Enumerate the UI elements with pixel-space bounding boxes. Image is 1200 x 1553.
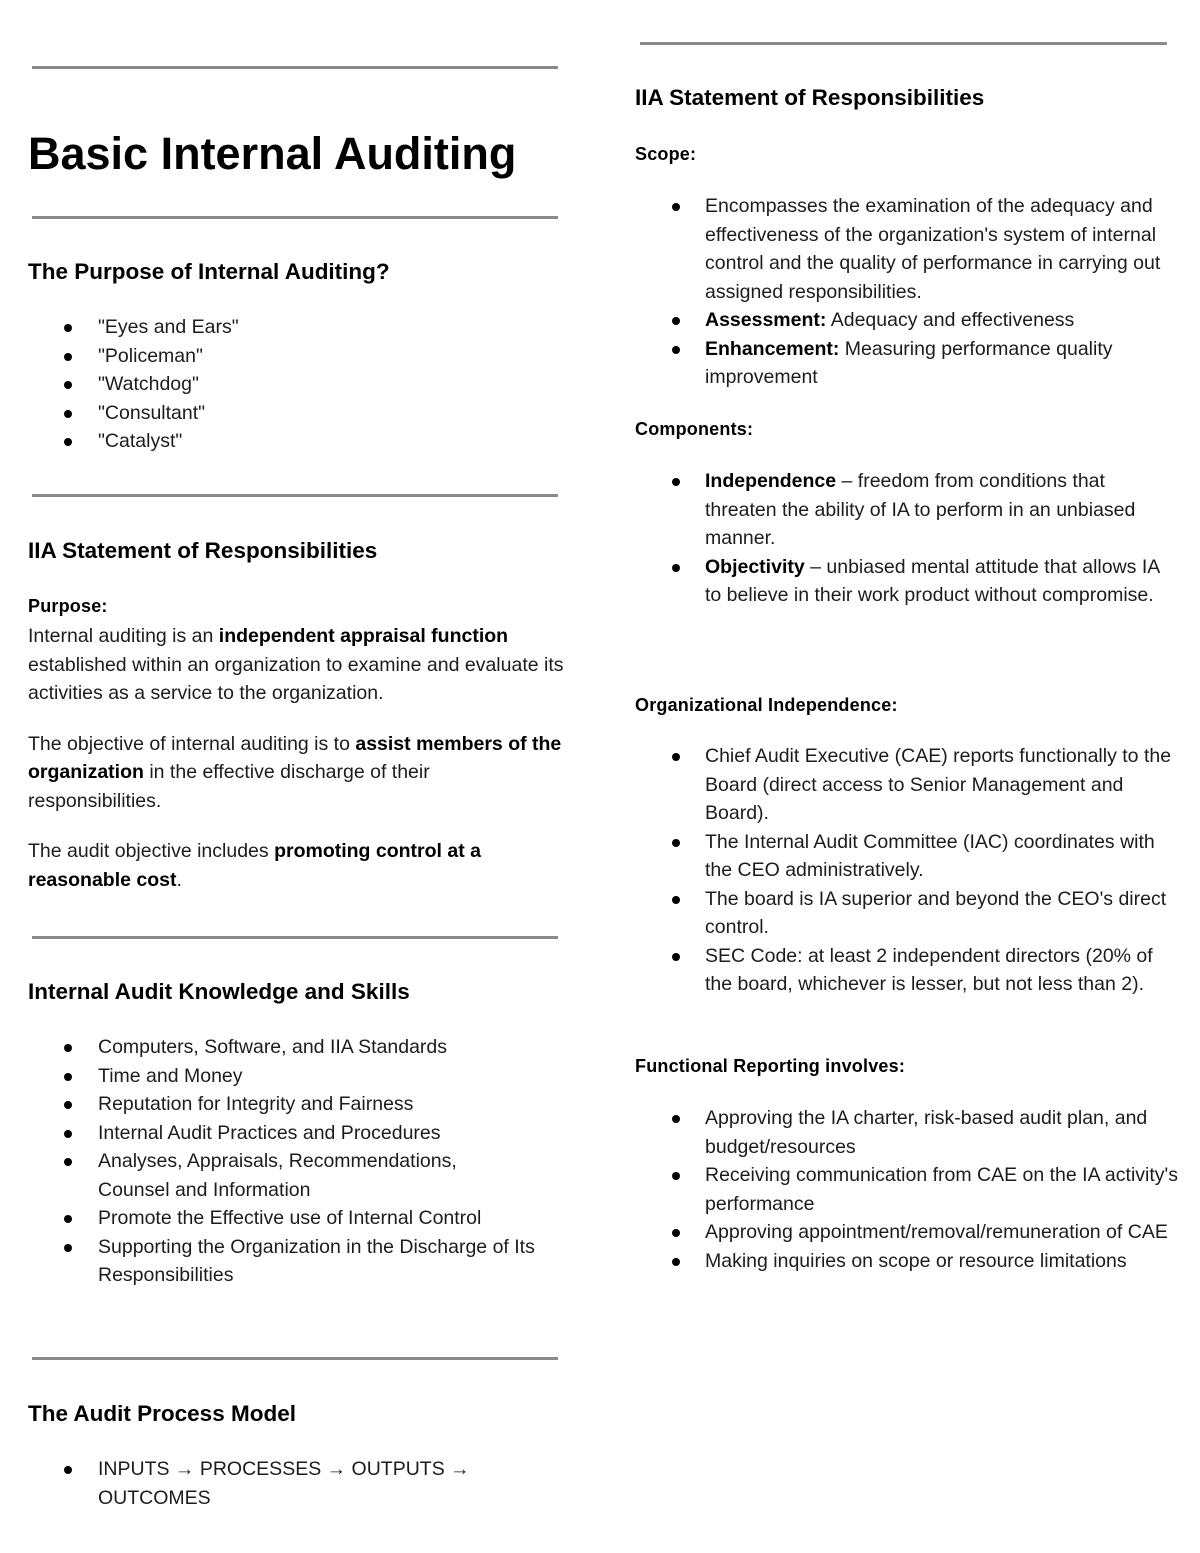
- purpose-paragraph: Internal auditing is an independent appraisal function established within an organization to examine and evaluate its activities as a service to the organization.: [28, 625, 564, 704]
- process-list: [28, 1455, 568, 1512]
- objective-paragraph: The objective of internal auditing is to assist members of the organization in the effective discharge of their responsibilities.: [28, 732, 562, 812]
- list-item: SEC Code: at least 2 independent directors (20% of the board, whichever is lesser, but not less than 2).: [635, 942, 1180, 999]
- scope-label: Scope:: [635, 144, 697, 164]
- page-title: Basic Internal Auditing: [28, 128, 517, 179]
- divider-rule: [32, 494, 558, 497]
- list-item: Promote the Effective use of Internal Control: [28, 1204, 568, 1233]
- list-item: Independence – freedom from conditions that threaten the ability of IA to perform in an unbiased manner.: [635, 467, 1180, 553]
- process-heading: The Audit Process Model: [28, 1401, 296, 1426]
- list-item: Supporting the Organization in the Discharge of Its Responsibilities: [28, 1233, 568, 1290]
- list-item: "Eyes and Ears": [28, 313, 568, 342]
- purpose-heading: The Purpose of Internal Auditing?: [28, 259, 390, 284]
- list-item: The board is IA superior and beyond the CEO's direct control.: [635, 885, 1180, 942]
- divider-rule: [32, 1357, 558, 1360]
- list-item: The Internal Audit Committee (IAC) coordinates with the CEO administratively.: [635, 828, 1180, 885]
- iia-heading-left: IIA Statement of Responsibilities: [28, 538, 378, 563]
- org-independence-list: [635, 742, 1180, 999]
- list-item: "Catalyst": [28, 427, 568, 456]
- list-item: Assessment: Adequacy and effectiveness: [635, 306, 1180, 335]
- audit-objective-paragraph: The audit objective includes promoting control at a reasonable cost.: [28, 840, 481, 891]
- list-item: Making inquiries on scope or resource limitations: [635, 1247, 1180, 1276]
- list-item: Internal Audit Practices and Procedures: [28, 1119, 568, 1148]
- functional-reporting-label: Functional Reporting involves:: [635, 1056, 906, 1076]
- list-item: Enhancement: Measuring performance quality improvement: [635, 335, 1180, 392]
- list-item: "Policeman": [28, 342, 568, 371]
- divider-rule: [640, 42, 1167, 45]
- divider-rule: [32, 936, 558, 939]
- purpose-label: Purpose:: [28, 596, 108, 616]
- divider-rule: [32, 66, 558, 69]
- list-item: Reputation for Integrity and Fairness: [28, 1090, 568, 1119]
- org-independence-label: Organizational Independence:: [635, 695, 898, 715]
- list-item: Receiving communication from CAE on the IA activity's performance: [635, 1161, 1180, 1218]
- list-item: INPUTS → PROCESSES → OUTPUTS → OUTCOMES: [28, 1455, 568, 1512]
- list-item: Approving appointment/removal/remuneration of CAE: [635, 1218, 1180, 1247]
- list-item: Chief Audit Executive (CAE) reports functionally to the Board (direct access to Senior Management and Board).: [635, 742, 1180, 828]
- iia-heading-right: IIA Statement of Responsibilities: [635, 85, 985, 110]
- divider-rule: [32, 216, 558, 219]
- knowledge-heading: Internal Audit Knowledge and Skills: [28, 979, 410, 1004]
- functional-reporting-list: [635, 1104, 1180, 1275]
- list-item: Time and Money: [28, 1062, 568, 1091]
- components-list: [635, 467, 1180, 610]
- list-item: Analyses, Appraisals, Recommendations, Counsel and Information: [28, 1147, 568, 1204]
- knowledge-list: [28, 1033, 568, 1290]
- list-item: Approving the IA charter, risk-based audit plan, and budget/resources: [635, 1104, 1180, 1161]
- list-item: Encompasses the examination of the adequacy and effectiveness of the organization's system of internal control and the quality of performance in carrying out assigned responsibilities.: [635, 192, 1180, 306]
- list-item: Objectivity – unbiased mental attitude that allows IA to believe in their work product without compromise.: [635, 553, 1180, 610]
- components-label: Components:: [635, 419, 754, 439]
- list-item: "Watchdog": [28, 370, 568, 399]
- purpose-list: [28, 313, 568, 456]
- list-item: Computers, Software, and IIA Standards: [28, 1033, 568, 1062]
- scope-list: [635, 192, 1180, 392]
- list-item: "Consultant": [28, 399, 568, 428]
